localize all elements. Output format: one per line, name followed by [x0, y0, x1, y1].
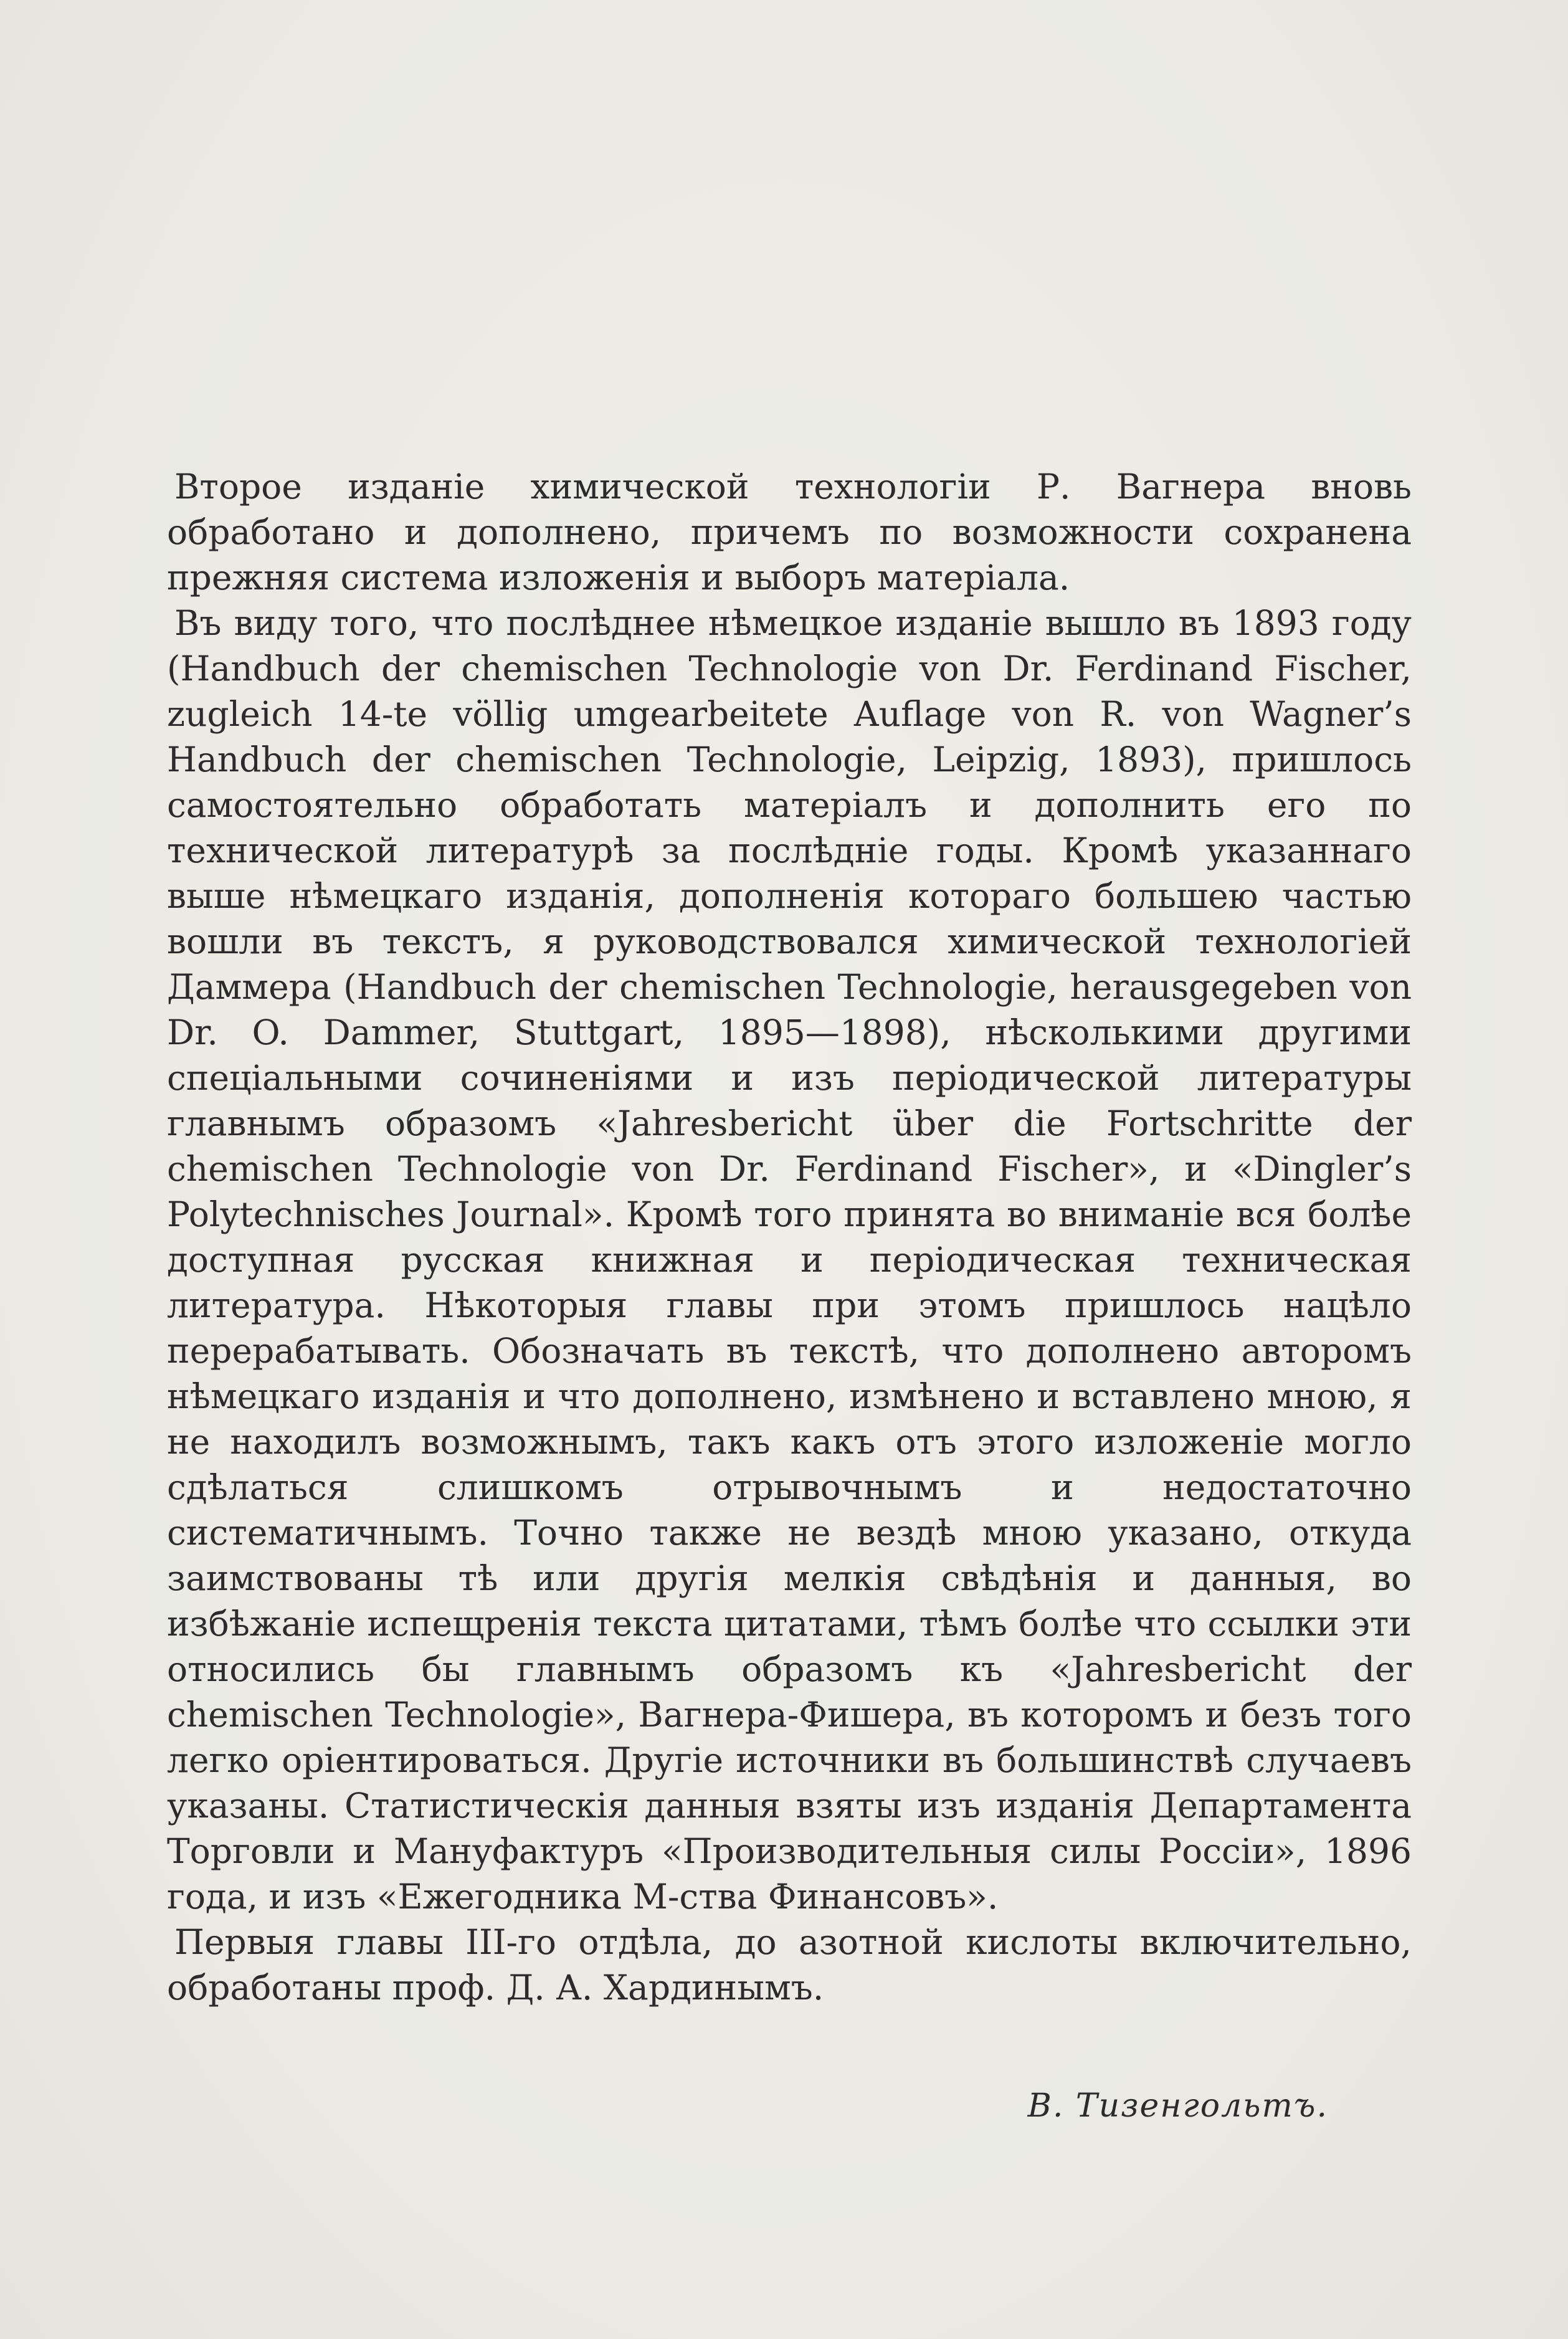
preface-text: [167, 464, 1412, 2011]
paragraph-2: Въ виду того, что послѣднее нѣмецкое изданіе вышло въ 1893 году (Handbuch der chemischen Technologie von Dr. Ferdinand Fischer, zugleich 14-te völlig umgearbeitete Auflage von R. von Wagner’s Handbuch der chemischen Technologie, Leipzig, 1893), пришлось самостоятельно обработать матеріалъ и дополнить его по технической литературѣ за послѣдніе годы. Кромѣ указаннаго выше нѣмецкаго изданія, дополненія котораго большею частью вошли въ текстъ, я руководствовался химической технологіей Даммера (Handbuch der chemischen Technologie, herausgegeben von Dr. O. Dammer, Stuttgart, 1895—1898), нѣсколькими другими спеціальными сочиненіями и изъ періодической литературы главнымъ образомъ «Jahresbericht über die Fortschritte der chemischen Technologie von Dr. Ferdinand Fischer», и «Dingler’s Polytechnisches Journal». Кромѣ того принята во вниманіе вся болѣе доступная русская книжная и періодическая техническая литература. Нѣкоторыя главы при этомъ пришлось нацѣло перерабатывать. Обозначать въ текстѣ, что дополнено авторомъ нѣмецкаго изданія и что дополнено, измѣнено и вставлено мною, я не находилъ возможнымъ, такъ какъ отъ этого изложеніе могло сдѣлаться слишкомъ отрывочнымъ и недостаточно систематичнымъ. Точно также не вездѣ мною указано, откуда заимствованы тѣ или другія мелкія свѣдѣнія и данныя, во избѣжаніе испещренія текста цитатами, тѣмъ болѣе что ссылки эти относились бы главнымъ образомъ къ «Jahresbericht der chemischen Technologie», Вагнера-Фишера, въ которомъ и безъ того легко оріентироваться. Другіе источники въ большинствѣ случаевъ указаны. Статистическія данныя взяты изъ изданія Департамента Торговли и Мануфактуръ «Производительныя силы Россіи», 1896 года, и изъ «Ежегодника М-ства Финансовъ».: [167, 603, 1412, 1917]
paragraph-1: Второе изданіе химической технологіи Р. Вагнера вновь обработано и дополнено, причемъ по возможности сохранена прежняя система изложенія и выборъ матеріала.: [167, 467, 1412, 598]
author-signature: В. Тизенгольтъ.: [1027, 2087, 1328, 2125]
paragraph-3: Первыя главы III-го отдѣла, до азотной кислоты включительно, обработаны проф. Д. А. Хардинымъ.: [167, 1922, 1412, 2008]
